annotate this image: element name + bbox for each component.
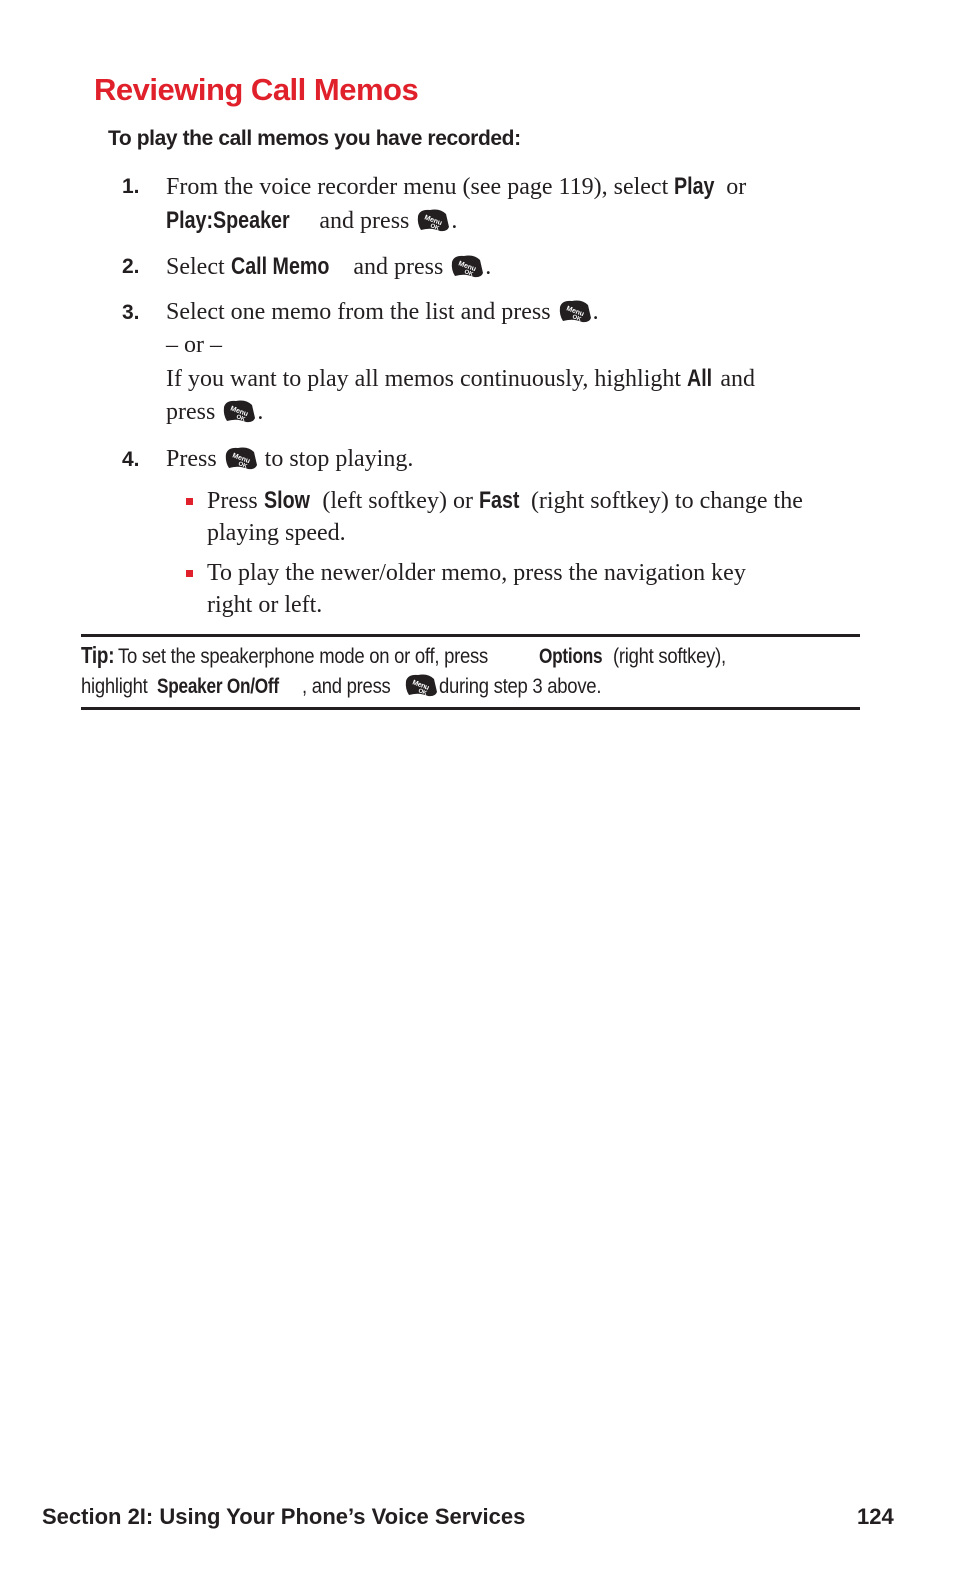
- tip-text: (right softkey),: [613, 645, 726, 668]
- softkey-options: Options: [538, 645, 603, 668]
- page-number: 124: [857, 1504, 894, 1529]
- step-text: and press: [313, 208, 416, 234]
- bullet-square-icon: [186, 570, 193, 577]
- page-title: Reviewing Call Memos: [94, 72, 419, 107]
- tip-label: Tip:: [81, 642, 115, 668]
- menu-ok-key-icon: [450, 253, 484, 279]
- step-text: From the voice recorder menu (see page 119), select: [166, 174, 675, 200]
- bullet-text: Press: [207, 488, 264, 514]
- step-text: or: [720, 174, 747, 200]
- menu-ok-key-icon: [222, 398, 256, 424]
- menu-option-all: All: [687, 365, 713, 392]
- step-text: and press: [347, 254, 450, 280]
- or-separator: – or –: [166, 332, 222, 358]
- step-text: .: [257, 399, 264, 425]
- tip-text: , and press: [302, 675, 391, 698]
- bullet-text: right or left.: [207, 592, 323, 618]
- step-number: 4.: [122, 448, 140, 471]
- tip-text: highlight: [81, 675, 148, 698]
- step-text: If you want to play all memos continuously, highlight: [166, 366, 688, 392]
- footer-section-title: Section 2I: Using Your Phone’s Voice Services: [42, 1504, 526, 1529]
- step-text: .: [451, 208, 458, 234]
- menu-option-speaker-on-off: Speaker On/Off: [156, 675, 279, 698]
- step-text: and: [714, 366, 756, 392]
- bullet-text: playing speed.: [207, 520, 346, 546]
- step-text: Select one memo from the list and press: [166, 299, 557, 325]
- instruction-intro: To play the call memos you have recorded:: [108, 127, 521, 150]
- step-number: 1.: [122, 175, 140, 198]
- bullet-square-icon: [186, 498, 193, 505]
- step-text: to stop playing.: [258, 446, 414, 472]
- bullet-text: To play the newer/older memo, press the navigation key: [207, 560, 746, 586]
- bullet-text: (left softkey) or: [316, 488, 479, 514]
- step-text: Press: [166, 446, 223, 472]
- softkey-slow: Slow: [263, 487, 310, 514]
- menu-option-play-speaker: Play:Speaker: [166, 207, 290, 234]
- tip-text: during step 3 above.: [438, 675, 602, 698]
- step-text: .: [592, 299, 599, 325]
- menu-ok-key-icon: [404, 672, 438, 698]
- tip-box: [81, 634, 860, 710]
- menu-ok-key-icon: [558, 298, 592, 324]
- step-number: 2.: [122, 255, 140, 278]
- step-text: Select: [166, 254, 231, 280]
- step-number: 3.: [122, 301, 140, 324]
- menu-ok-key-icon: [416, 207, 450, 233]
- bullet-text: (right softkey) to change the: [524, 488, 803, 514]
- step-text: .: [485, 254, 492, 280]
- step-text: press: [166, 399, 222, 425]
- tip-text: To set the speakerphone mode on or off, press: [118, 645, 489, 668]
- menu-option-call-memo: Call Memo: [230, 253, 330, 280]
- menu-option-play: Play: [674, 173, 715, 200]
- softkey-fast: Fast: [478, 487, 520, 514]
- menu-ok-key-icon: [224, 445, 258, 471]
